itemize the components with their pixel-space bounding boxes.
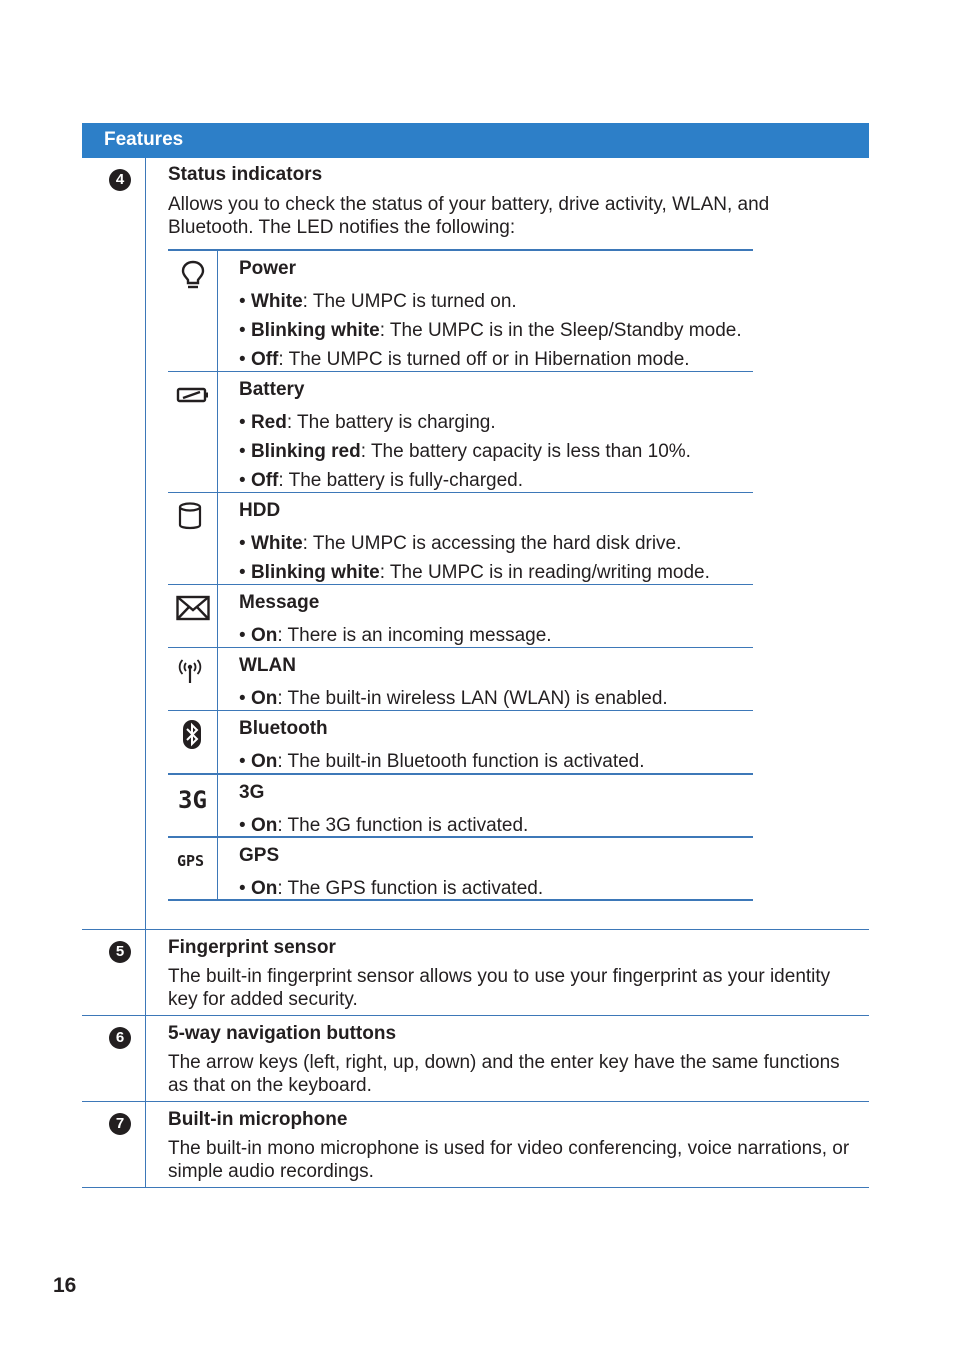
3g-icon [176,781,210,815]
section-separator [82,1187,869,1188]
section-separator [82,1101,869,1102]
number-column-divider [145,158,146,1188]
led-title: 3G [239,782,265,803]
led-state-line: • Blinking red: The battery capacity is less than 10%. [239,441,691,462]
section-separator [82,929,869,930]
led-state-line: • On: The built-in Bluetooth function is activated. [239,751,645,772]
page-number: 16 [53,1274,77,1297]
features-header-title: Features [104,129,184,150]
status-indicators-title: Status indicators [168,164,323,185]
item-number-badge: 4 [109,169,131,191]
led-title: Message [239,592,320,613]
hdd-cylinder-icon [176,499,210,533]
led-row-bluetooth [168,710,753,773]
led-title: Power [239,258,297,279]
led-state-line: • White: The UMPC is accessing the hard disk drive. [239,533,682,554]
gps-icon [176,844,210,878]
led-table-bottom-rule [168,899,753,901]
features-header [82,123,869,158]
svg-text:3G: 3G [178,786,207,814]
item-number-badge: 7 [109,1113,131,1135]
led-state-line: • Off: The UMPC is turned off or in Hibernation mode. [239,349,690,370]
power-bulb-icon [176,257,210,291]
led-title: Bluetooth [239,718,328,739]
battery-icon [176,378,210,412]
led-title: Battery [239,379,305,400]
item-number-badge: 5 [109,941,131,963]
wlan-antenna-icon [176,654,210,688]
led-state-line: • Red: The battery is charging. [239,412,496,433]
item-number-badge: 6 [109,1027,131,1049]
status-indicators-description: Allows you to check the status of your battery, drive activity, WLAN, and Bluetooth. The LED notifies the following: [168,194,770,238]
led-state-line: • On: There is an incoming message. [239,625,552,646]
bluetooth-icon [176,717,210,751]
built-in-microphone-title: Built-in microphone [168,1109,348,1130]
led-state-line: • Off: The battery is fully-charged. [239,470,524,491]
led-title: WLAN [239,655,296,676]
led-row-3g [168,773,753,837]
led-state-line: • White: The UMPC is turned on. [239,291,517,312]
led-title: GPS [239,845,280,866]
led-row-hdd [168,492,753,584]
led-row-gps [168,836,753,901]
navigation-buttons-description: The arrow keys (left, right, up, down) and the enter key have the same functions as that on the keyboard. [168,1052,840,1096]
led-state-line: • On: The 3G function is activated. [239,815,529,836]
section-separator [82,1015,869,1016]
led-row-message [168,584,753,647]
led-state-line: • On: The GPS function is activated. [239,878,544,899]
led-row-wlan [168,647,753,710]
envelope-icon [176,591,210,625]
fingerprint-sensor-title: Fingerprint sensor [168,937,336,958]
led-state-line: • On: The built-in wireless LAN (WLAN) is enabled. [239,688,668,709]
fingerprint-sensor-description: The built-in fingerprint sensor allows you to use your fingerprint as your identity key for added security. [168,966,831,1010]
built-in-microphone-description: The built-in mono microphone is used for video conferencing, voice narrations, or simple audio recordings. [168,1138,850,1182]
led-state-line: • Blinking white: The UMPC is in the Sleep/Standby mode. [239,320,742,341]
led-row-battery [168,371,753,492]
led-title: HDD [239,500,281,521]
led-state-line: • Blinking white: The UMPC is in reading/writing mode. [239,562,710,583]
led-row-power [168,249,753,372]
svg-text:GPS: GPS [177,852,205,870]
navigation-buttons-title: 5-way navigation buttons [168,1023,397,1044]
